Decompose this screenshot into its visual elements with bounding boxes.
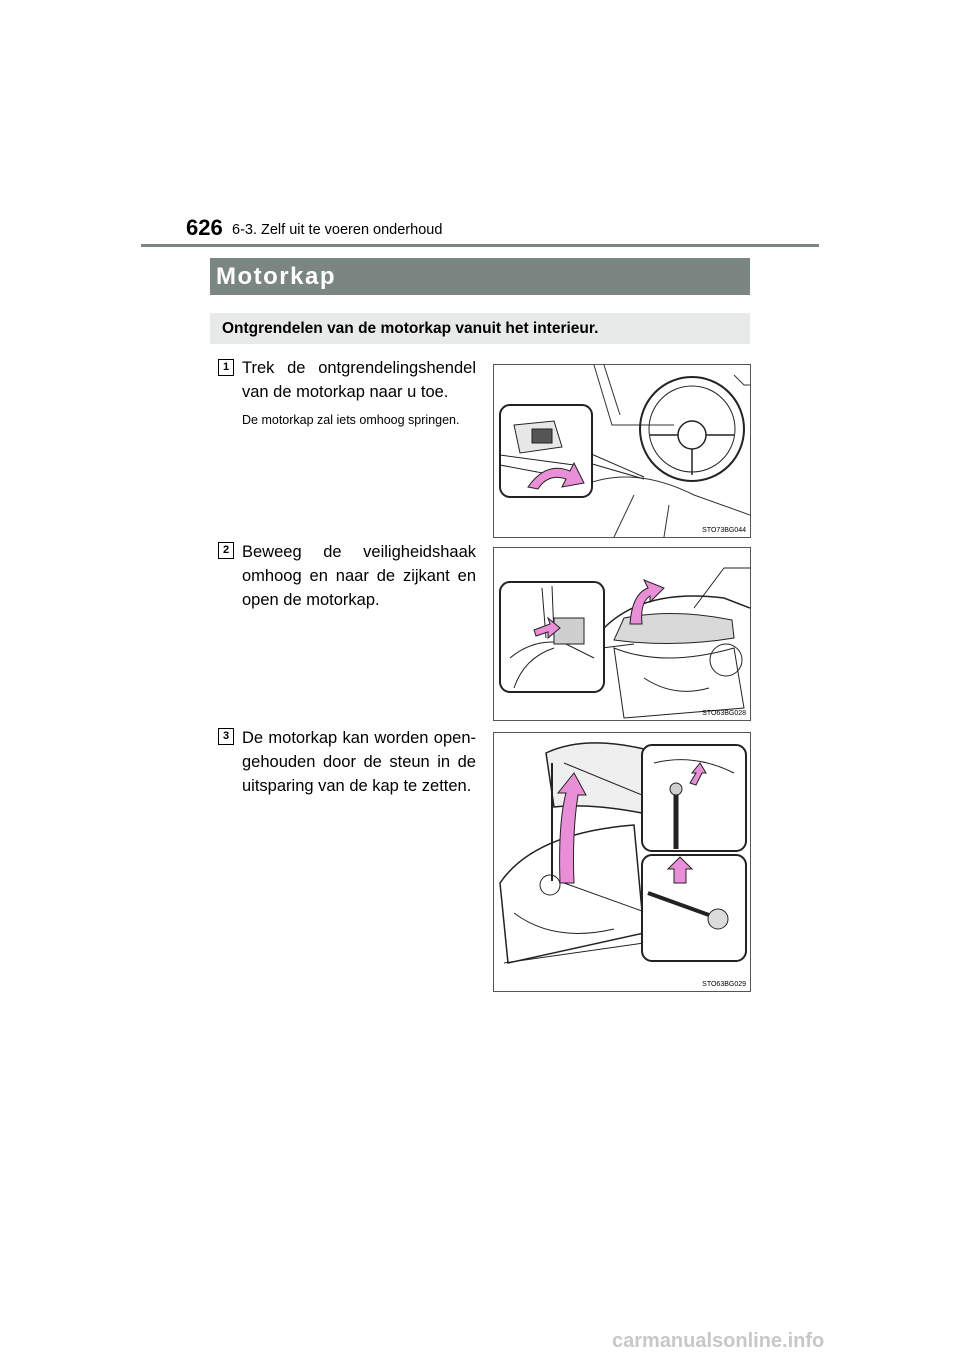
header-rule <box>141 244 819 247</box>
step-2-text: Beweeg de veiligheidshaak omhoog en naar de zijkant en open de motorkap. <box>242 543 476 609</box>
step-number-2: 2 <box>218 542 234 559</box>
section-title: Motorkap <box>216 263 336 290</box>
step-1-text: Trek de ontgrendelingshendel van de motorkap naar u toe. <box>242 359 476 401</box>
subsection-title: Ontgrendelen van de motorkap vanuit het interieur. <box>222 320 599 337</box>
illustration-hood-support-rod <box>493 732 751 992</box>
step-1-note: De motorkap zal iets omhoog springen. <box>242 413 460 427</box>
watermark: carmanualsonline.info <box>612 1330 825 1352</box>
page-number: 626 <box>186 215 223 240</box>
step-3-text: De motorkap kan worden open-gehouden door de steun in de uitsparing van de kap te zetten. <box>242 729 476 795</box>
illustration-hood-release-lever <box>493 364 751 538</box>
illustration-safety-catch <box>493 547 751 721</box>
image-code-1: STO73BG044 <box>702 527 746 534</box>
step-number-3: 3 <box>218 728 234 745</box>
section-title-bar <box>210 258 750 295</box>
image-code-2: STO63BG028 <box>702 710 746 717</box>
running-header: 6-3. Zelf uit te voeren onderhoud <box>232 222 443 238</box>
step-number-1: 1 <box>218 359 234 376</box>
image-code-3: STO63BG029 <box>702 981 746 988</box>
subsection-bar <box>210 313 750 344</box>
